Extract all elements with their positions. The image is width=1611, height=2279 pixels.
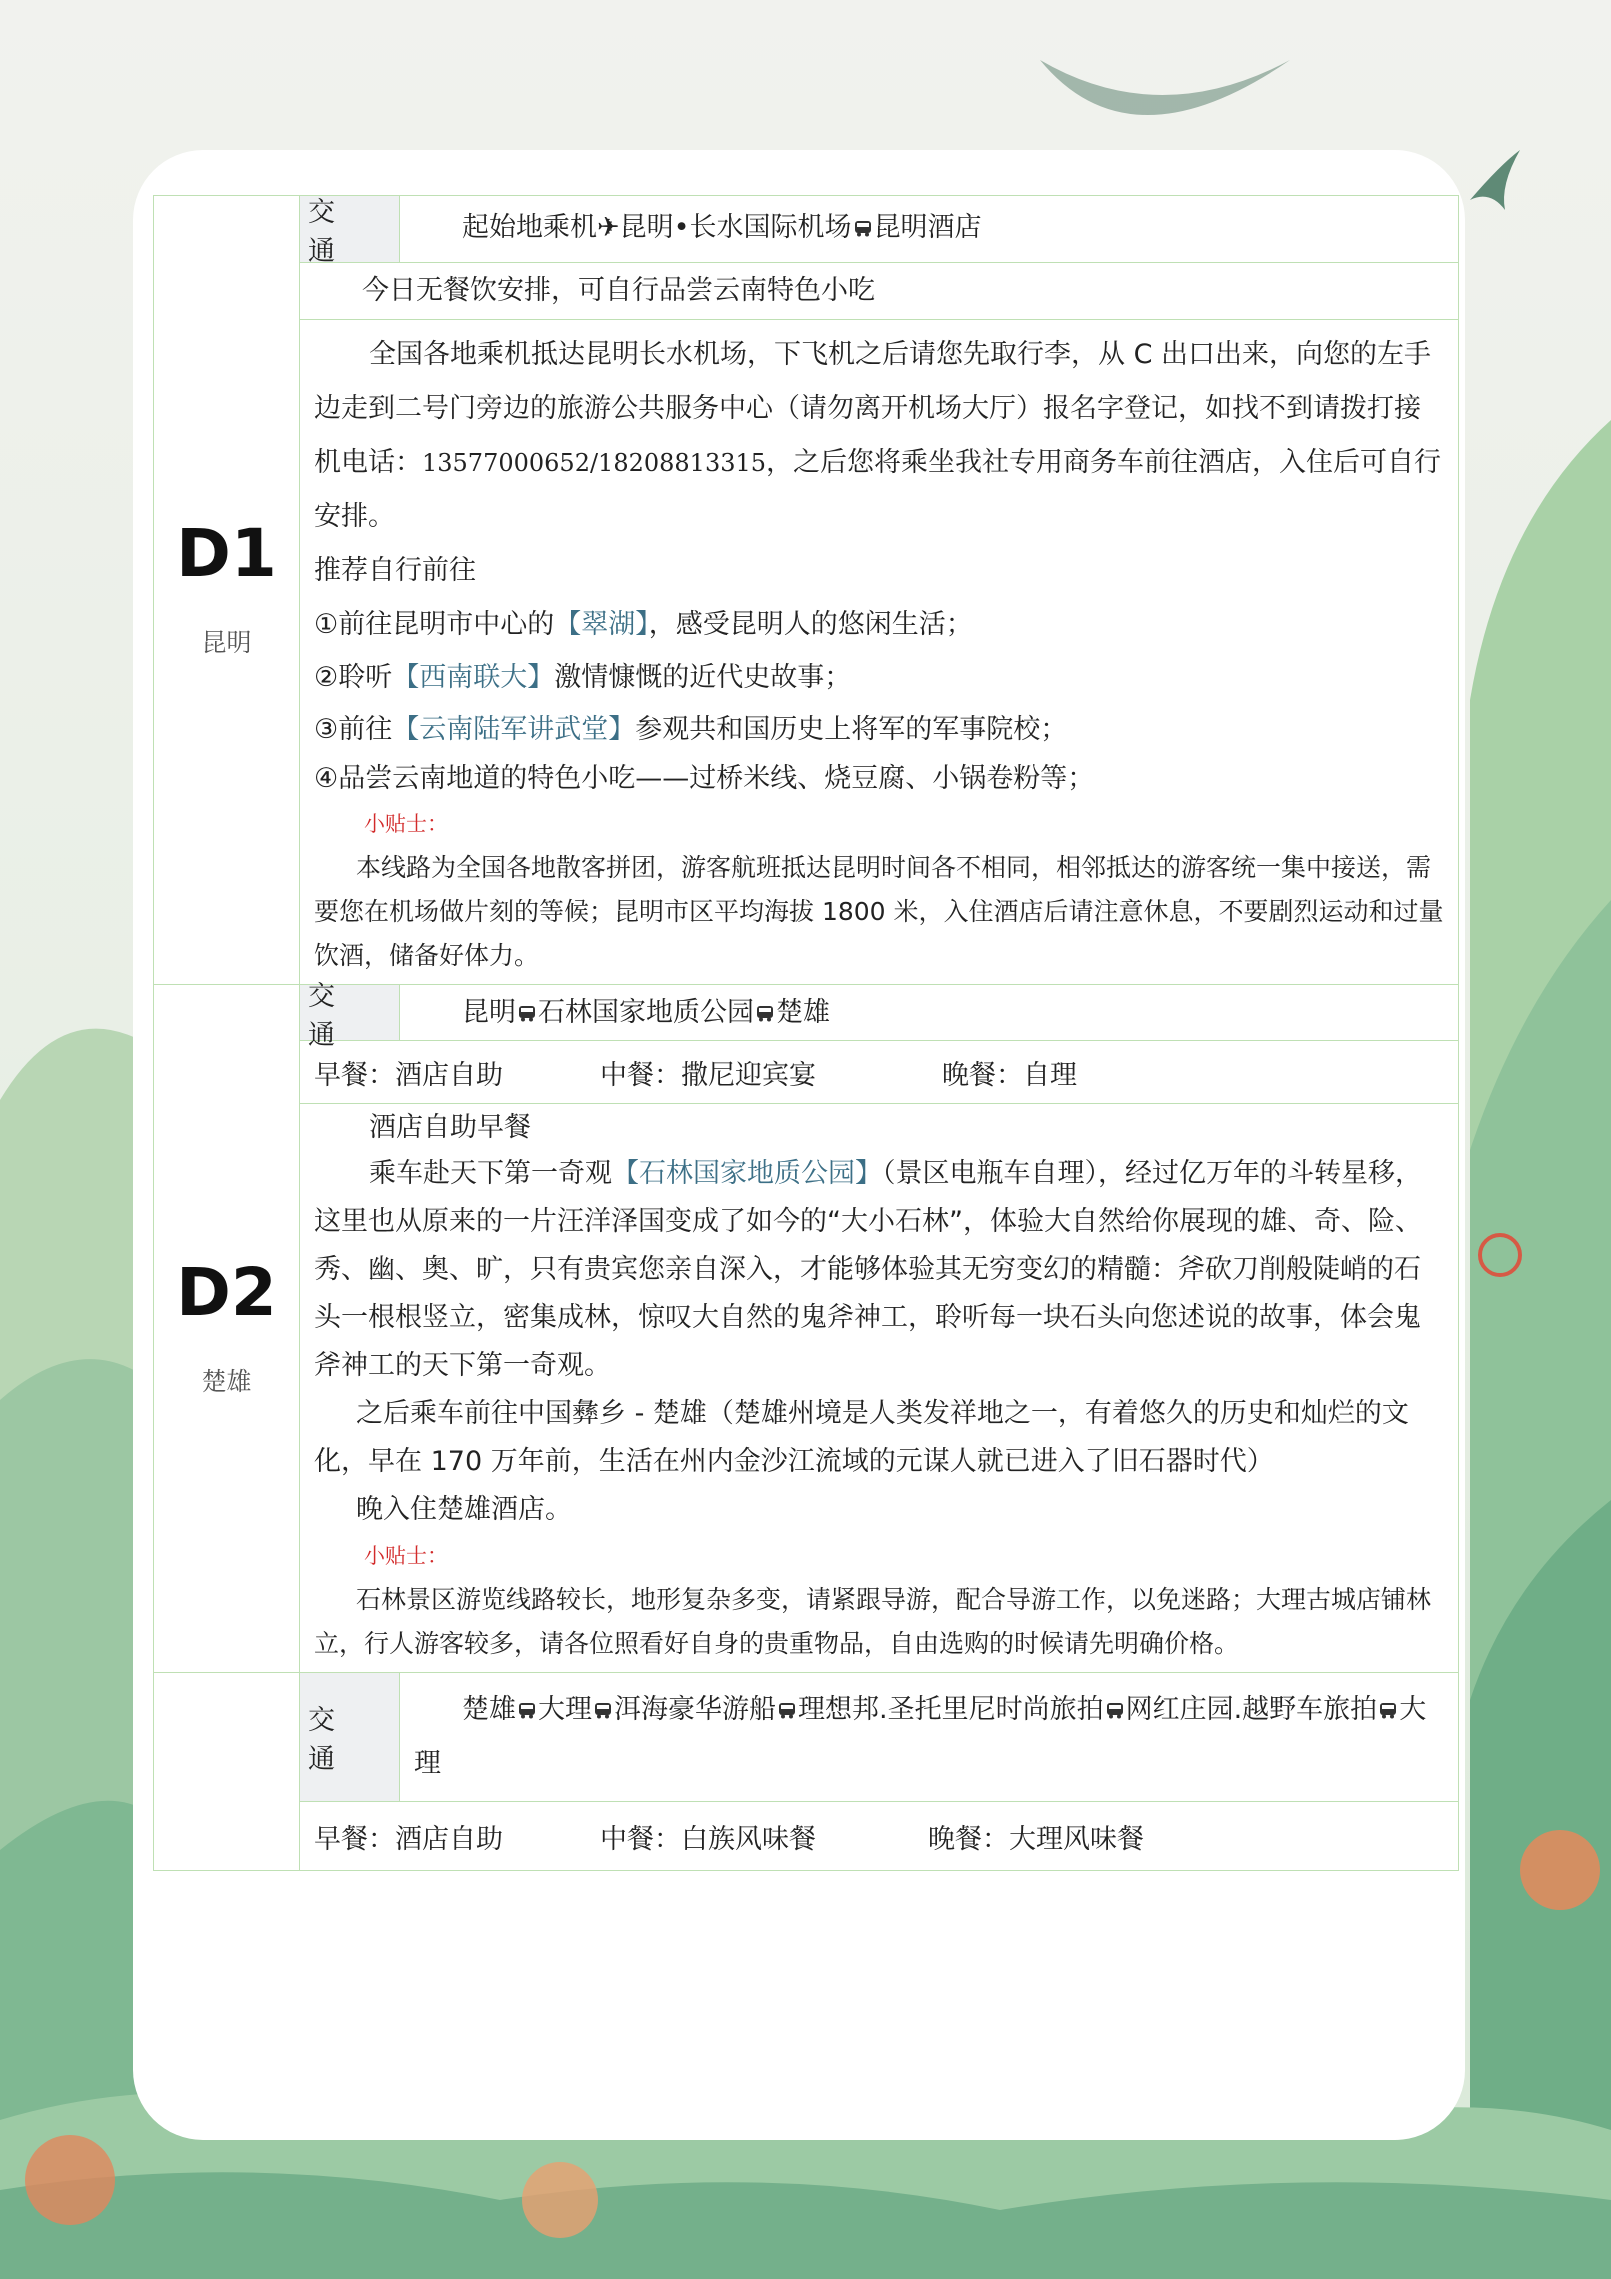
lunch-text: 中餐：撒尼迎宾宴 <box>600 1059 816 1091</box>
tip-label: 小贴士： <box>364 1544 448 1568</box>
tip-label: 小贴士： <box>364 812 448 836</box>
day-2-label-cell <box>154 985 300 1673</box>
meals-row <box>300 1041 1458 1104</box>
day-number: D2 <box>176 1253 277 1331</box>
meals-text: 今日无餐饮安排，可自行品尝云南特色小吃 <box>362 275 875 306</box>
transport-label: 交 通 <box>300 196 400 262</box>
bus-icon <box>756 1005 774 1022</box>
meals-row <box>300 1802 1458 1870</box>
breakfast-text: 早餐：酒店自助 <box>314 1823 503 1855</box>
day-1-row <box>154 196 1459 985</box>
recommend-item: ②聆听【西南联大】激情慷慨的近代史故事； <box>314 662 852 693</box>
day-3-content <box>300 1673 1459 1871</box>
bus-icon <box>1379 1702 1397 1719</box>
recommend-item: ④品尝云南地道的特色小吃——过桥米线、烧豆腐、小锅卷粉等； <box>314 763 1095 794</box>
day-1-label-cell <box>154 196 300 985</box>
attraction-name: 【石林国家地质公园】 <box>612 1158 882 1189</box>
recommend-item: ①前往昆明市中心的【翠湖】，感受昆明人的悠闲生活； <box>314 609 973 640</box>
hotel-note: 晚入住楚雄酒店。 <box>356 1494 572 1525</box>
transport-label: 交 通 <box>300 985 400 1040</box>
day-1-content <box>300 196 1459 985</box>
description-block <box>300 320 1458 984</box>
bus-icon <box>518 1005 536 1022</box>
day-2-content <box>300 980 1459 1673</box>
pickup-phone: 13577000652/18208813315 <box>422 449 767 477</box>
transport-route: 楚雄 大理 洱海豪华游船 理想邦.圣托里尼时尚旅拍 网红庄园.越野车旅拍 大理 <box>414 1694 1427 1779</box>
day-3-row <box>154 1673 1459 1871</box>
day-number: D1 <box>176 515 277 592</box>
breakfast-note: 酒店自助早餐 <box>369 1112 531 1143</box>
breakfast-text: 早餐：酒店自助 <box>314 1059 503 1091</box>
description-block <box>300 1104 1458 1672</box>
recommend-heading: 推荐自行前往 <box>314 555 476 586</box>
meals-row <box>300 263 1458 320</box>
lunch-text: 中餐：白族风味餐 <box>600 1823 816 1855</box>
transport-route: 昆明 石林国家地质公园 楚雄 <box>462 997 830 1028</box>
bus-icon <box>1106 1702 1124 1719</box>
recommend-item: ③前往【云南陆军讲武堂】参观共和国历史上将军的军事院校； <box>314 714 1068 745</box>
day-city: 昆明 <box>201 628 252 657</box>
transport-row <box>300 980 1458 1051</box>
tip-text: 本线路为全国各地散客拼团，游客航班抵达昆明时间各不相同，相邻抵达的游客统一集中接送，需要您在机场做片刻的等候；昆明市区平均海拔 1800 米，入住酒店后请注意休息，不要剧烈运动和过量饮酒，储备好体力。 <box>314 853 1444 970</box>
plane-icon: ✈ <box>597 212 620 243</box>
day-city: 楚雄 <box>201 1366 252 1396</box>
description-paragraph: 乘车赴天下第一奇观【石林国家地质公园】（景区电瓶车自理），经过亿万年的斗转星移，这里也从原来的一片汪洋泽国变成了如今的“大小石林”，体验大自然给你展现的雄、奇、险、秀、幽、奥、旷，只有贵宾您亲自深入，才能够体验其无穷变幻的精髓：斧砍刀削般陡峭的石头一根根竖立，密集成林，惊叹大自然的鬼斧神工，聆听每一块石头向您述说的故事，体会鬼斧神工的天下第一奇观。 <box>314 1158 1422 1381</box>
bus-icon <box>854 220 872 237</box>
transport-route: 起始地乘机✈昆明•长水国际机场 昆明酒店 <box>462 212 982 243</box>
dinner-text: 晚餐：大理风味餐 <box>928 1823 1144 1855</box>
transport-row <box>300 1673 1458 1802</box>
itinerary-table <box>153 195 1459 1871</box>
transport-label: 交 通 <box>300 1673 400 1801</box>
bus-icon <box>594 1702 612 1719</box>
bus-icon <box>518 1702 536 1719</box>
day-3-label-cell <box>154 1673 300 1871</box>
description-paragraph: 之后乘车前往中国彝乡 - 楚雄（楚雄州境是人类发祥地之一，有着悠久的历史和灿烂的文化，早在 170 万年前，生活在州内金沙江流域的元谋人就已进入了旧石器时代） <box>314 1398 1409 1477</box>
day-2-row <box>154 985 1459 1673</box>
tip-text: 石林景区游览线路较长，地形复杂多变，请紧跟导游，配合导游工作，以免迷路；大理古城店铺林立，行人游客较多，请各位照看好自身的贵重物品，自由选购的时候请先明确价格。 <box>314 1585 1432 1658</box>
description-paragraph: 全国各地乘机抵达昆明长水机场，下飞机之后请您先取行李，从 C 出口出来，向您的左手边走到二号门旁边的旅游公共服务中心（请勿离开机场大厅）报名字登记，如找不到请拨打接机电话：13577000652/18208813315，之后您将乘坐我社专用商务车前往酒店，入住后可自行安排。 <box>314 339 1442 532</box>
transport-row <box>300 196 1458 267</box>
bus-icon <box>778 1702 796 1719</box>
dinner-text: 晚餐：自理 <box>942 1059 1077 1091</box>
